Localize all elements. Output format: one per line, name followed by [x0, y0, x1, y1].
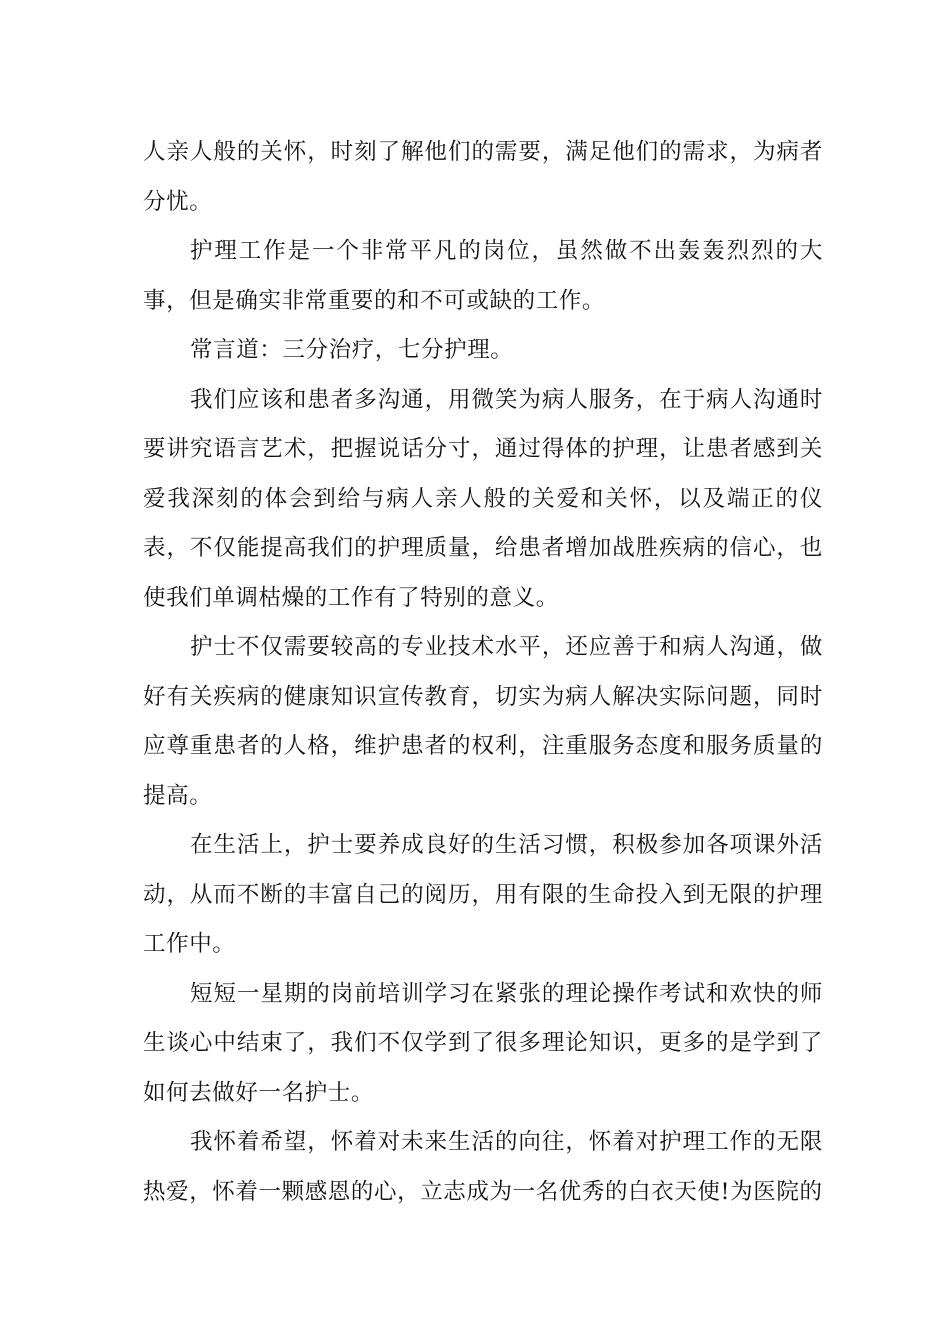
- paragraph-5: 护士不仅需要较高的专业技术水平，还应善于和病人沟通，做好有关疾病的健康知识宣传教育，切实为病人解决实际问题，同时应尊重患者的人格，维护患者的权利，注重服务态度和服务质量的提高。: [143, 634, 823, 809]
- paragraph-6: 在生活上，护士要养成良好的生活习惯，积极参加各项课外活动，从而不断的丰富自己的阅历，用有限的生命投入到无限的护理工作中。: [143, 832, 823, 957]
- paragraph-3: 常言道：三分治疗，七分护理。: [190, 337, 514, 363]
- paragraph-4: 我们应该和患者多沟通，用微笑为病人服务，在于病人沟通时要讲究语言艺术，把握说话分寸，通过得体的护理，让患者感到关爱我深刻的体会到给与病人亲人般的关爱和关怀，以及端正的仪表，不仅能提高我们的护理质量，给患者增加战胜疾病的信心，也使我们单调枯燥的工作有了特别的意义。: [143, 386, 823, 611]
- document-body: [143, 128, 823, 1217]
- paragraph-8: 我怀着希望，怀着对未来生活的向往，怀着对护理工作的无限热爱，怀着一颗感恩的心，立志成为一名优秀的白衣天使!为医院的: [143, 1129, 823, 1205]
- paragraph-1: 人亲人般的关怀，时刻了解他们的需要，满足他们的需求，为病者分忧。: [143, 139, 823, 215]
- paragraph-2: 护理工作是一个非常平凡的岗位，虽然做不出轰轰烈烈的大事，但是确实非常重要的和不可或缺的工作。: [143, 238, 823, 314]
- paragraph-7: 短短一星期的岗前培训学习在紧张的理论操作考试和欢快的师生谈心中结束了，我们不仅学到了很多理论知识，更多的是学到了如何去做好一名护士。: [143, 980, 823, 1106]
